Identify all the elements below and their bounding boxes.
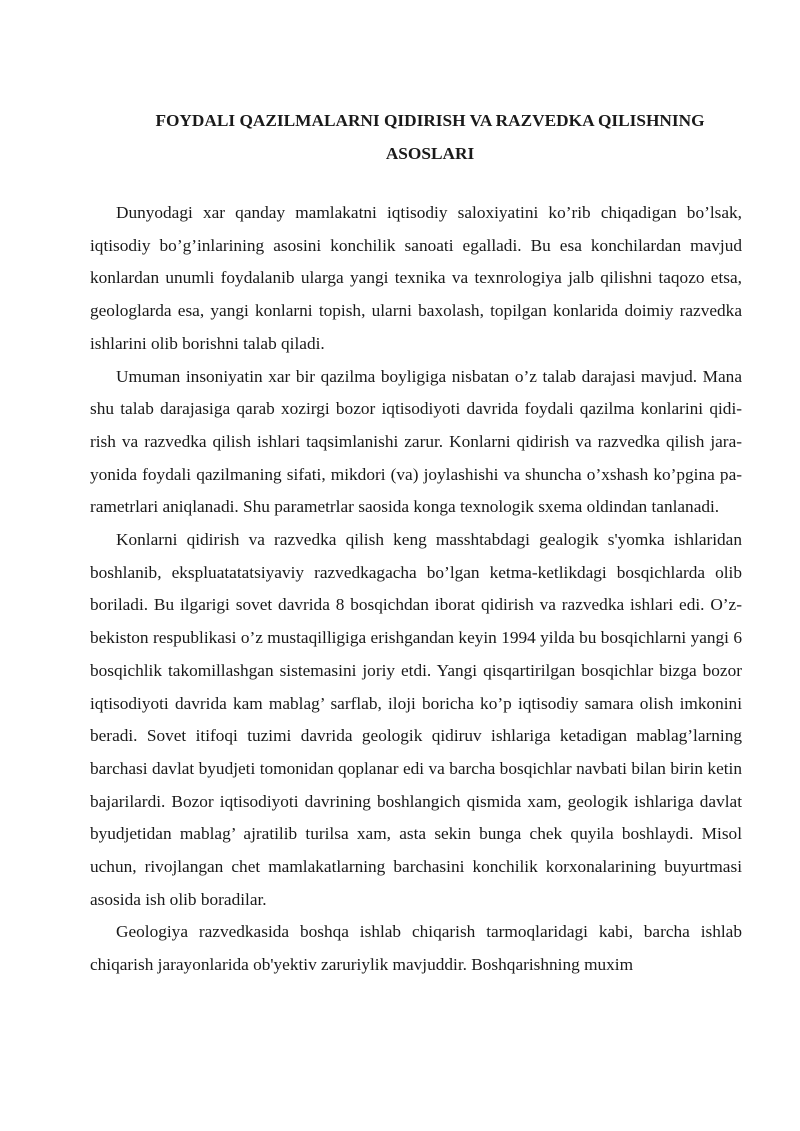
paragraph-3: Konlarni qidirish va razvedka qilish keng masshtabdagi gealogik s'yomka ishlaridan boshlanib, ekspluatatatsiyaviy razvedkagacha bo’lgan ketma-ketlikdagi bosqichlarda olib boriladi. Bu ilgarigi sovet davrida 8 bosqichdan iborat qidirish va razvedka ishlari edi. O’z-bekiston respublikasi o’z mustaqilligiga erishgandan keyin 1994 yilda bu bosqichlarni yangi 6 bosqichlik takomillashgan sistemasini joriy etdi. Yangi qisqartirilgan bosqichlar bizga bozor iqtisodiyoti davrida kam mablag’ sarflab, iloji boricha ko’p iqtisodiy samara olish imkonini beradi. Sovet itifoqi tuzimi davrida geologik qidiruv ishlariga ketadigan mablag’larning barchasi davlat byudjeti tomonidan qoplanar edi va barcha bosqichlar navbati bilan birin ketin bajarilardi. Bozor iqtisodiyoti davrining boshlangich qismida xam, geologik ishlariga davlat byudjetidan mablag’ ajratilib turilsa xam, asta sekin bunga chek quyila boshlaydi. Misol uchun, rivojlangan chet mamlakatlarning barchasini konchilik korxonalarining buyurtmasi asosida ish olib boradilar.	[90, 530, 742, 909]
document-title	[90, 104, 742, 170]
paragraph-2: Umuman insoniyatin xar bir qazilma boyligiga nisbatan o’z talab darajasi mavjud. Mana shu talab darajasiga qarab xozirgi bozor iqtisodiyoti davrida foydali qazilma konlarini qidi-rish va razvedka qilish ishlari taqsimlanishi zarur. Konlarni qidirish va razvedka qilish jara-yonida foydali qazilmaning sifati, mikdori (va) joylashishi va shuncha o’xshash ko’pgina pa-rametrlari aniqlanadi. Shu parametrlar saosida konga texnologik sxema oldindan tanlanadi.	[90, 366, 742, 517]
paragraph-1: Dunyodagi xar qanday mamlakatni iqtisodiy saloxiyatini ko’rib chiqadigan bo’lsak, iqtisodiy bo’g’inlarining asosini konchilik sanoati egalladi. Bu esa konchilardan mavjud konlardan unumli foydalanib ularga yangi texnika va texnrologiya jalb qilishni taqozo etsa, geologlarda esa, yangi konlarni topish, ularni baxolash, topilgan konlarida doimiy razvedka ishlarini olib borishni talab qiladi.	[90, 203, 742, 353]
title-line-1: FOYDALI QAZILMALARNI QIDIRISH VA RAZVEDKA QILISHNING	[155, 111, 705, 130]
document-page	[90, 104, 742, 982]
paragraph-4: Geologiya razvedkasida boshqa ishlab chiqarish tarmoqlaridagi kabi, barcha ishlab chiqarish jarayonlarida ob'yektiv zaruriylik mavjuddir. Boshqarishning muxim	[90, 922, 742, 975]
title-line-2: ASOSLARI	[385, 144, 475, 163]
